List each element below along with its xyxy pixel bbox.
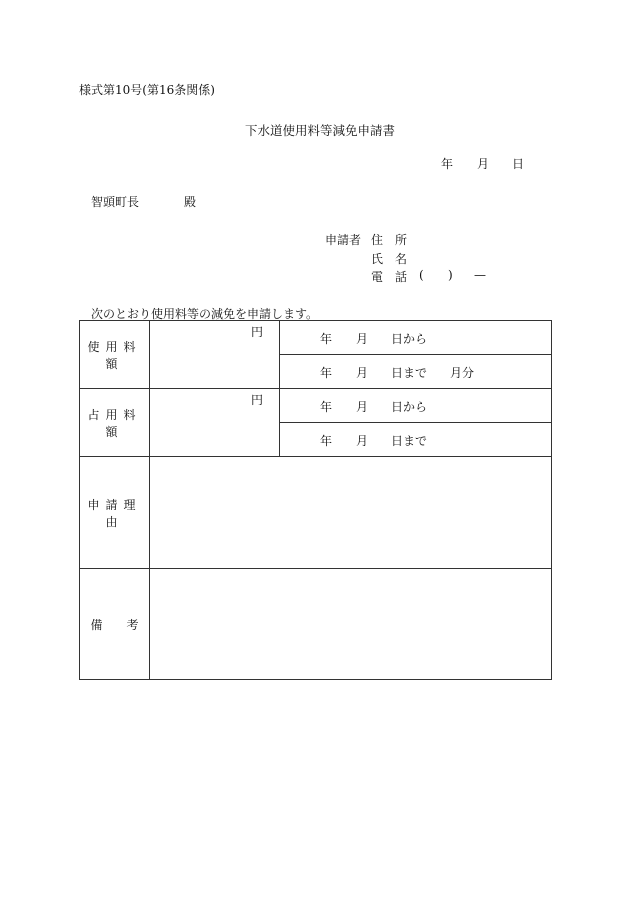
date-month: 月 (477, 157, 490, 171)
phone-open-paren: ( (419, 268, 424, 282)
date-day: 日 (512, 157, 525, 171)
usage-fee-label: 使用料額 (80, 321, 150, 389)
occupancy-from-year: 年 (320, 400, 333, 414)
occupancy-to-month: 月 (356, 434, 369, 448)
addressee: 智頭町長 (91, 195, 140, 209)
occupancy-from-day: 日から (391, 400, 428, 414)
applicant-phone-label: 電 話 (371, 270, 408, 284)
application-table (79, 320, 552, 680)
usage-to-year: 年 (320, 366, 333, 380)
reason-field[interactable] (150, 457, 552, 569)
usage-fee-row-from (80, 321, 552, 355)
occupancy-fee-amount-field[interactable] (150, 389, 280, 457)
remarks-field[interactable] (150, 569, 552, 680)
occupancy-fee-period-from[interactable] (280, 389, 552, 423)
applicant-name-label: 氏 名 (371, 252, 408, 266)
occupancy-fee-unit: 円 (251, 393, 264, 407)
applicant-label: 申請者 (325, 233, 362, 247)
usage-from-day: 日から (391, 332, 428, 346)
occupancy-fee-row-from (80, 389, 552, 423)
remarks-label: 備 考 (80, 569, 150, 680)
occupancy-from-month: 月 (356, 400, 369, 414)
usage-from-month: 月 (356, 332, 369, 346)
usage-from-year: 年 (320, 332, 333, 346)
reason-label: 申請理由 (80, 457, 150, 569)
occupancy-to-year: 年 (320, 434, 333, 448)
occupancy-to-day: 日まで (391, 434, 428, 448)
date-year: 年 (441, 157, 454, 171)
document-title: 下水道使用料等減免申請書 (245, 123, 396, 138)
occupancy-fee-label: 占用料額 (80, 389, 150, 457)
usage-months: 月分 (450, 366, 475, 380)
applicant-address-label: 住 所 (371, 233, 408, 247)
occupancy-fee-period-to[interactable] (280, 423, 552, 457)
usage-to-month: 月 (356, 366, 369, 380)
usage-fee-amount-field[interactable] (150, 321, 280, 389)
usage-fee-period-from[interactable] (280, 321, 552, 355)
usage-to-day: 日まで (391, 366, 428, 380)
phone-dash: — (474, 268, 486, 282)
honorific: 殿 (184, 195, 197, 209)
reason-row (80, 457, 552, 569)
usage-fee-unit: 円 (251, 325, 264, 339)
form-number: 様式第10号(第16条関係) (79, 83, 215, 97)
intro-text: 次のとおり使用料等の減免を申請します。 (91, 307, 319, 321)
usage-fee-period-to[interactable] (280, 355, 552, 389)
remarks-row (80, 569, 552, 680)
phone-close-paren: ) (448, 268, 453, 282)
